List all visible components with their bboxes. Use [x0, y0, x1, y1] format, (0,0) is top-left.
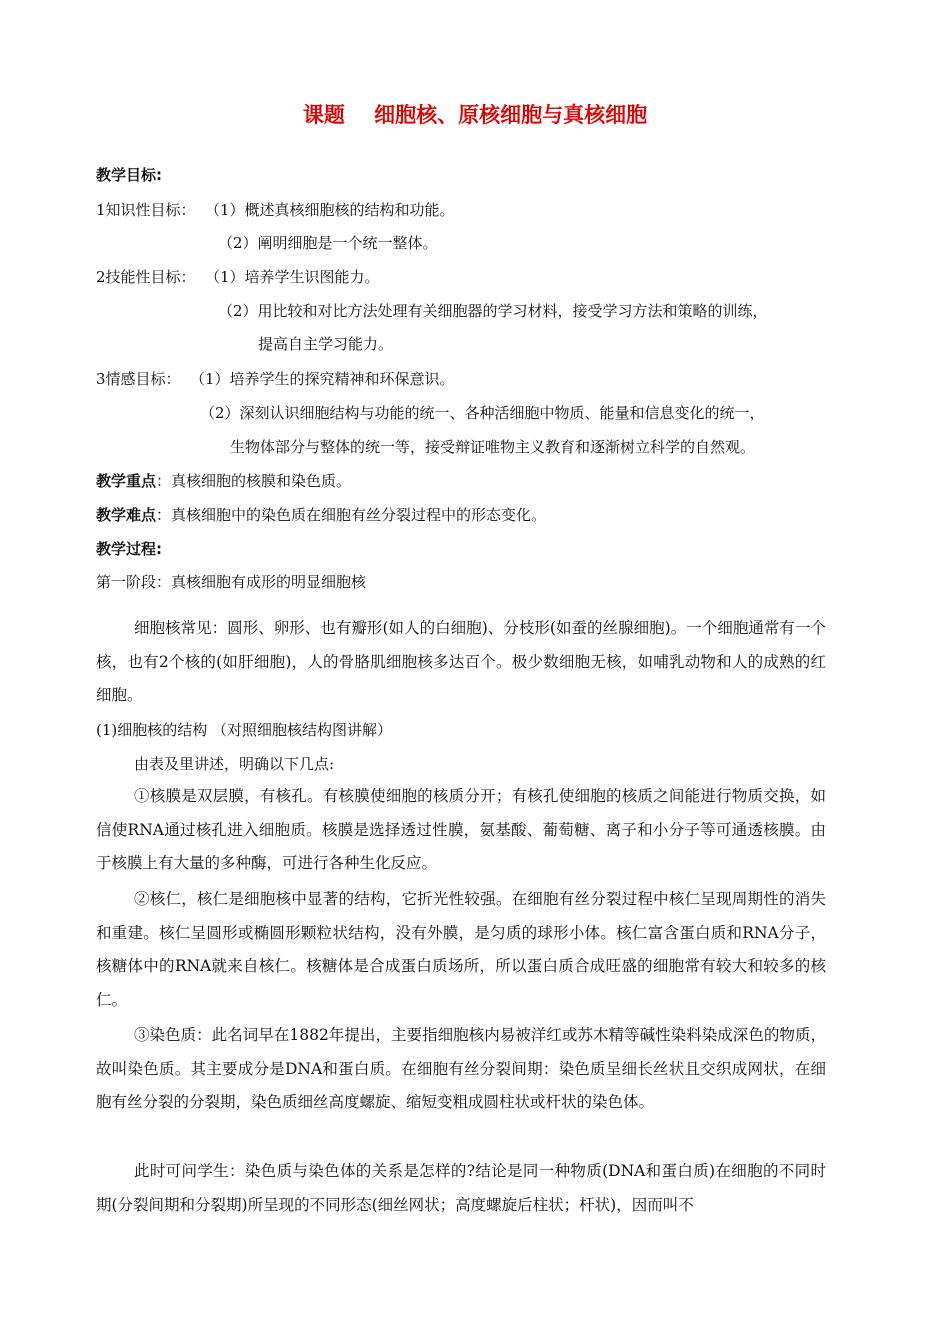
- page-title: 课题 细胞核、原核细胞与真核细胞: [302, 103, 648, 127]
- emotion-objective-2a: （2）深刻认识细胞结构与功能的统一、各种活细胞中物质、能量和信息变化的统一，: [200, 404, 765, 422]
- difficulty: [96, 504, 546, 526]
- explain-line: 由表及里讲述，明确以下几点:: [134, 755, 335, 773]
- stage1-heading: 第一阶段：真核细胞有成形的明显细胞核: [96, 573, 367, 591]
- objectives-heading: 教学目标:: [96, 166, 162, 184]
- point-nucleolus: ②核仁，核仁是细胞核中显著的结构，它折光性较强。在细胞有丝分裂过程中核仁呈现周期性的消失和重建。核仁呈圆形或椭圆形颗粒状结构，没有外膜，是匀质的球形小体。核仁富含蛋白质和RNA分子，核糖体中的RNA就来自核仁。核糖体是合成蛋白质场所，所以蛋白质合成旺盛的细胞常有较大和较多的核仁。: [96, 890, 826, 1009]
- skill-objective-1: （1）培养学生识图能力。: [205, 268, 380, 286]
- intro-paragraph: 细胞核常见：圆形、卵形、也有瓣形(如人的白细胞)、分枝形(如蚕的丝腺细胞)。一个细胞通常有一个核，也有2个核的(如肝细胞)，人的骨胳肌细胞核多达百个。极少数细胞无核，如哺乳动物和人的成熟的红细胞。: [96, 619, 826, 704]
- process-heading: 教学过程:: [96, 540, 162, 558]
- difficulty-text: ：真核细胞中的染色质在细胞有丝分裂过程中的形态变化。: [156, 506, 547, 524]
- question-paragraph: 此时可问学生：染色质与染色体的关系是怎样的?结论是同一种物质(DNA和蛋白质)在细胞的不同时期(分裂间期和分裂期)所呈现的不同形态(细丝网状；高度螺旋后柱状；杆状)，因而叫不: [96, 1162, 826, 1214]
- structure-heading: (1)细胞核的结构 （对照细胞核结构图讲解）: [96, 721, 393, 739]
- knowledge-objective-1: （1）概述真核细胞核的结构和功能。: [205, 201, 455, 219]
- emotion-objective-label: 3情感目标：: [96, 370, 181, 388]
- emotion-objective-1: （1）培养学生的探究精神和环保意识。: [190, 370, 455, 388]
- knowledge-objective-2: （2）阐明细胞是一个统一整体。: [218, 234, 438, 252]
- key-point-text: ：真核细胞的核膜和染色质。: [156, 472, 352, 490]
- skill-objective-2a: （2）用比较和对比方法处理有关细胞器的学习材料，接受学习方法和策略的训练，: [218, 302, 768, 320]
- skill-objective-label: 2技能性目标：: [96, 268, 196, 286]
- point-chromatin: ③染色质：此名词早在1882年提出，主要指细胞核内易被洋红或苏木精等碱性染料染成深色的物质，故叫染色质。其主要成分是DNA和蛋白质。在细胞有丝分裂间期：染色质呈细长丝状且交织成网状，在细胞有丝分裂的分裂期，染色质细丝高度螺旋、缩短变粗成圆柱状或杆状的染色体。: [96, 1026, 826, 1111]
- point-nuclear-membrane: ①核膜是双层膜，有核孔。有核膜使细胞的核质分开；有核孔使细胞的核质之间能进行物质交换，如信使RNA通过核孔进入细胞质。核膜是选择透过性膜，氨基酸、葡萄糖、离子和小分子等可通透核膜。由于核膜上有大量的多种酶，可进行各种生化反应。: [96, 787, 826, 872]
- emotion-objective-2b: 生物体部分与整体的统一等，接受辩证唯物主义教育和逐渐树立科学的自然观。: [230, 438, 756, 456]
- key-point-label: 教学重点: [96, 472, 157, 490]
- key-point: [96, 470, 351, 492]
- difficulty-label: 教学难点: [96, 506, 157, 524]
- skill-objective-2b: 提高自主学习能力。: [258, 335, 394, 353]
- knowledge-objective-label: 1知识性目标：: [96, 201, 196, 219]
